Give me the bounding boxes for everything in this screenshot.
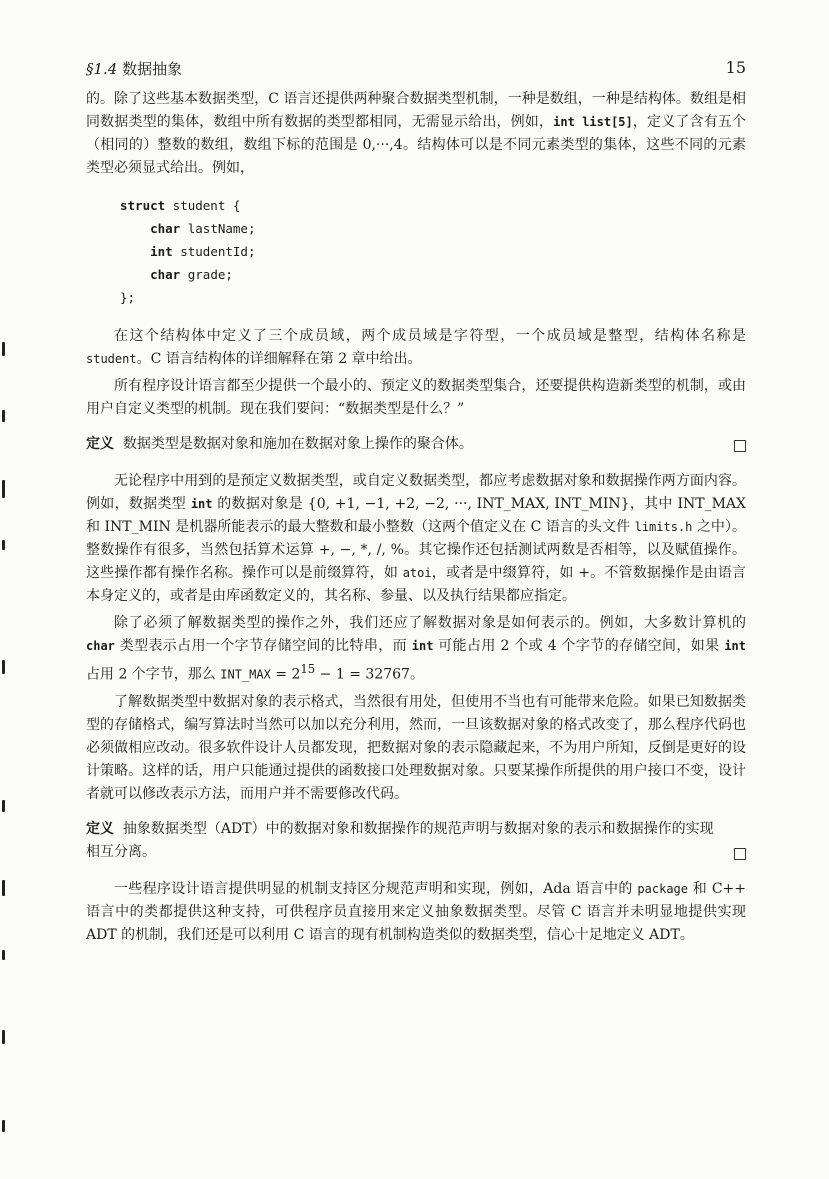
definition-text: 抽象数据类型（ADT）中的数据对象和数据操作的规范声明与数据对象的表示和数据操作的实现相互分离。 — [86, 820, 714, 860]
paragraph-question: 所有程序设计语言都至少提供一个最小的、预定义的数据类型集合，还要提供构造新类型的机制，或由用户自定义类型的机制。现在我们要问：“数据类型是什么？” — [86, 378, 746, 417]
definition-adt — [86, 818, 746, 864]
running-header — [86, 58, 746, 88]
qed-box-icon — [734, 848, 746, 860]
definition-label: 定义 — [86, 820, 114, 837]
paragraph-hiding: 了解数据类型中数据对象的表示格式，当然很有用处，但使用不当也有可能带来危险。如果已知数据类型的存储格式，编写算法时当然可以加以充分利用，然而，一旦该数据对象的格式改变了，那么程序代码也必须做相应改动。很多软件设计人员都发现，把数据对象的表示隐藏起来，不为用户所知，反倒是更好的设计策略。这样的话，用户只能通过提供的函数接口处理数据对象。只要某操作所提供的用户接口不变，设计者就可以修改表示方法，而用户并不需要修改代码。 — [86, 693, 746, 802]
book-page — [86, 58, 746, 947]
definition-data-type — [86, 433, 746, 456]
code-block-struct: struct student { char lastName; int studentId; char grade; }; — [120, 198, 256, 305]
inline-code: int list[5] — [553, 115, 633, 129]
page-number: 15 — [725, 58, 746, 77]
paragraph-int-example: 无论程序中用到的是预定义数据类型，或自定义数据类型，都应考虑数据对象和数据操作两方面内容。例如，数据类型 int 的数据对象是 {0, +1, −1, +2, −2, ···, INT_MAX, INT_MIN}，其中 INT_MAX 和 INT_MIN 是机器所能表示的最大整数和最小整数（这两个值定义在 C 语言的头文件 limits.h 之中）。整数操作有很多，当然包括算术运算 +, −, *, /, %。其它操作还包括测试两数是否相等，以及赋值操作。这些操作都有操作名称。操作可以是前缀算符，如 atoi，或者是中缀算符，如 +。不管数据操作是由语言本身定义的，或者是由库函数定义的，其名称、参量、以及执行结果都应指定。 — [86, 473, 747, 604]
paragraph-language-support: 一些程序设计语言提供明显的机制支持区分规范声明和实现，例如，Ada 语言中的 package 和 C++ 语言中的类都提供这种支持，可供程序员直接用来定义抽象数据类型。尽管 C 语言并未明显地提供实现 ADT 的机制，我们还是可以利用 C 语言的现有机制构造类似的数据类型，信心十足地定义 ADT。 — [86, 880, 746, 943]
paragraph-struct-explain: 在这个结构体中定义了三个成员域，两个成员域是字符型，一个成员域是整型，结构体名称是 student。C 语言结构体的详细解释在第 2 章中给出。 — [86, 328, 746, 367]
section-number: §1.4 — [86, 60, 118, 78]
paragraph-aggregate-types: 的。除了这些基本数据类型，C 语言还提供两种聚合数据类型机制，一种是数组，一种是结构体。数组是相同数据类型的集体，数组中所有数据的类型都相同，无需显示给出，例如，int list[5]，定义了含有五个（相同的）整数的数组，数组下标的范围是 0,···,4。结构体可以是不同元素类型的集体，这些不同的元素类型必须显式给出。例如， — [86, 91, 747, 176]
definition-label: 定义 — [86, 436, 114, 452]
scan-edge-marks — [0, 330, 6, 1170]
paragraph-representation: 除了必须了解数据类型的操作之外，我们还应了解数据对象是如何表示的。例如，大多数计算机的 char 类型表示占用一个字节存储空间的比特串，而 int 可能占用 2 个或 4 个字节的存储空间，如果 int 占用 2 个字节，那么 INT_MAX = $2^{15} - 1 = 32767$。 — [86, 615, 747, 683]
section-title: 数据抽象 — [122, 60, 183, 78]
inline-code: student — [86, 352, 137, 366]
definition-text: 数据类型是数据对象和施加在数据对象上操作的聚合体。 — [122, 436, 473, 452]
qed-box-icon — [734, 440, 746, 452]
